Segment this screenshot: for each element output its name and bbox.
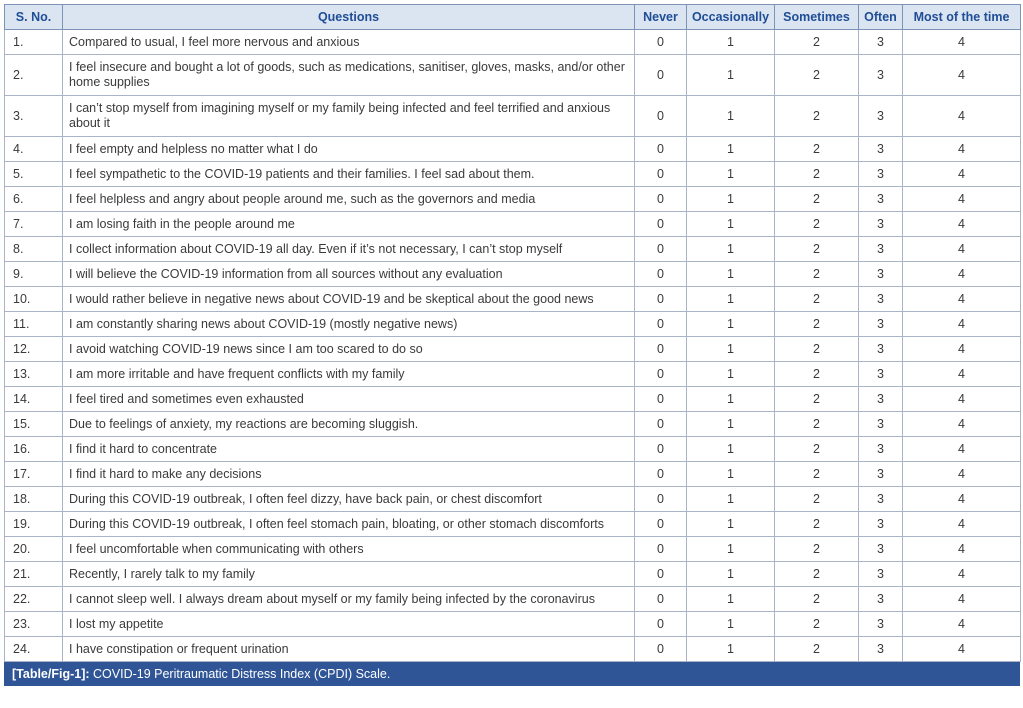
score-often: 3 (859, 55, 903, 96)
score-never: 0 (635, 487, 687, 512)
score-sometimes: 2 (775, 212, 859, 237)
row-number: 15. (5, 412, 63, 437)
row-number: 11. (5, 312, 63, 337)
table-row (5, 287, 1021, 312)
row-number: 6. (5, 187, 63, 212)
score-never: 0 (635, 287, 687, 312)
table-row (5, 462, 1021, 487)
score-never: 0 (635, 637, 687, 662)
score-most-of-the-time: 4 (903, 237, 1021, 262)
score-occasionally: 1 (687, 437, 775, 462)
question-text: I find it hard to concentrate (63, 437, 635, 462)
score-often: 3 (859, 412, 903, 437)
table-row (5, 212, 1021, 237)
score-occasionally: 1 (687, 362, 775, 387)
score-occasionally: 1 (687, 287, 775, 312)
row-number: 8. (5, 237, 63, 262)
score-never: 0 (635, 337, 687, 362)
table-row (5, 487, 1021, 512)
table-row (5, 437, 1021, 462)
table-row (5, 55, 1021, 96)
row-number: 24. (5, 637, 63, 662)
score-occasionally: 1 (687, 612, 775, 637)
table-body (5, 30, 1021, 662)
header-occasionally: Occasionally (687, 5, 775, 30)
score-occasionally: 1 (687, 562, 775, 587)
score-often: 3 (859, 537, 903, 562)
question-text: I feel sympathetic to the COVID-19 patients and their families. I feel sad about them. (63, 162, 635, 187)
score-sometimes: 2 (775, 30, 859, 55)
score-most-of-the-time: 4 (903, 55, 1021, 96)
score-most-of-the-time: 4 (903, 30, 1021, 55)
score-never: 0 (635, 437, 687, 462)
score-never: 0 (635, 612, 687, 637)
score-occasionally: 1 (687, 312, 775, 337)
score-never: 0 (635, 512, 687, 537)
score-never: 0 (635, 137, 687, 162)
score-sometimes: 2 (775, 96, 859, 137)
score-occasionally: 1 (687, 162, 775, 187)
table-row (5, 637, 1021, 662)
question-text: I lost my appetite (63, 612, 635, 637)
row-number: 2. (5, 55, 63, 96)
score-sometimes: 2 (775, 437, 859, 462)
score-most-of-the-time: 4 (903, 137, 1021, 162)
score-never: 0 (635, 362, 687, 387)
question-text: I feel tired and sometimes even exhausted (63, 387, 635, 412)
score-most-of-the-time: 4 (903, 587, 1021, 612)
question-text: I find it hard to make any decisions (63, 462, 635, 487)
question-text: During this COVID-19 outbreak, I often feel stomach pain, bloating, or other stomach discomforts (63, 512, 635, 537)
question-text: During this COVID-19 outbreak, I often feel dizzy, have back pain, or chest discomfort (63, 487, 635, 512)
score-most-of-the-time: 4 (903, 462, 1021, 487)
score-sometimes: 2 (775, 512, 859, 537)
score-often: 3 (859, 462, 903, 487)
score-often: 3 (859, 187, 903, 212)
score-sometimes: 2 (775, 462, 859, 487)
score-most-of-the-time: 4 (903, 387, 1021, 412)
score-sometimes: 2 (775, 55, 859, 96)
table-row (5, 387, 1021, 412)
score-occasionally: 1 (687, 487, 775, 512)
row-number: 1. (5, 30, 63, 55)
row-number: 14. (5, 387, 63, 412)
table-row (5, 96, 1021, 137)
score-occasionally: 1 (687, 237, 775, 262)
row-number: 21. (5, 562, 63, 587)
question-text: I would rather believe in negative news about COVID-19 and be skeptical about the good news (63, 287, 635, 312)
score-never: 0 (635, 30, 687, 55)
score-occasionally: 1 (687, 337, 775, 362)
header-sometimes: Sometimes (775, 5, 859, 30)
score-occasionally: 1 (687, 187, 775, 212)
score-sometimes: 2 (775, 387, 859, 412)
row-number: 9. (5, 262, 63, 287)
score-often: 3 (859, 562, 903, 587)
score-most-of-the-time: 4 (903, 612, 1021, 637)
score-often: 3 (859, 387, 903, 412)
question-text: I am losing faith in the people around me (63, 212, 635, 237)
score-occasionally: 1 (687, 587, 775, 612)
score-sometimes: 2 (775, 187, 859, 212)
question-text: I have constipation or frequent urination (63, 637, 635, 662)
table-row (5, 30, 1021, 55)
score-occasionally: 1 (687, 637, 775, 662)
score-most-of-the-time: 4 (903, 512, 1021, 537)
score-occasionally: 1 (687, 387, 775, 412)
score-sometimes: 2 (775, 587, 859, 612)
score-sometimes: 2 (775, 562, 859, 587)
score-sometimes: 2 (775, 237, 859, 262)
score-often: 3 (859, 30, 903, 55)
score-occasionally: 1 (687, 462, 775, 487)
score-often: 3 (859, 237, 903, 262)
question-text: Recently, I rarely talk to my family (63, 562, 635, 587)
score-occasionally: 1 (687, 512, 775, 537)
score-most-of-the-time: 4 (903, 212, 1021, 237)
score-occasionally: 1 (687, 412, 775, 437)
row-number: 10. (5, 287, 63, 312)
score-never: 0 (635, 262, 687, 287)
score-never: 0 (635, 587, 687, 612)
table-row (5, 137, 1021, 162)
table-row (5, 512, 1021, 537)
question-text: I collect information about COVID-19 all day. Even if it’s not necessary, I can’t stop myself (63, 237, 635, 262)
score-most-of-the-time: 4 (903, 162, 1021, 187)
score-sometimes: 2 (775, 362, 859, 387)
score-sometimes: 2 (775, 537, 859, 562)
row-number: 7. (5, 212, 63, 237)
score-most-of-the-time: 4 (903, 362, 1021, 387)
header-row (5, 5, 1021, 30)
header-questions: Questions (63, 5, 635, 30)
question-text: I am constantly sharing news about COVID-19 (mostly negative news) (63, 312, 635, 337)
score-often: 3 (859, 137, 903, 162)
row-number: 17. (5, 462, 63, 487)
table-row (5, 262, 1021, 287)
score-sometimes: 2 (775, 137, 859, 162)
score-most-of-the-time: 4 (903, 537, 1021, 562)
header-most-of-the-time: Most of the time (903, 5, 1021, 30)
score-occasionally: 1 (687, 137, 775, 162)
score-never: 0 (635, 387, 687, 412)
score-often: 3 (859, 362, 903, 387)
caption-label: [Table/Fig-1]: (12, 667, 90, 681)
table-caption (4, 662, 1020, 686)
table-row (5, 337, 1021, 362)
score-never: 0 (635, 96, 687, 137)
score-most-of-the-time: 4 (903, 637, 1021, 662)
table-row (5, 562, 1021, 587)
score-never: 0 (635, 237, 687, 262)
header-often: Often (859, 5, 903, 30)
score-never: 0 (635, 212, 687, 237)
score-occasionally: 1 (687, 30, 775, 55)
score-most-of-the-time: 4 (903, 287, 1021, 312)
table-row (5, 537, 1021, 562)
score-occasionally: 1 (687, 262, 775, 287)
row-number: 23. (5, 612, 63, 637)
row-number: 4. (5, 137, 63, 162)
score-sometimes: 2 (775, 262, 859, 287)
question-text: I feel uncomfortable when communicating with others (63, 537, 635, 562)
score-often: 3 (859, 587, 903, 612)
row-number: 20. (5, 537, 63, 562)
score-most-of-the-time: 4 (903, 312, 1021, 337)
score-never: 0 (635, 55, 687, 96)
score-often: 3 (859, 262, 903, 287)
score-sometimes: 2 (775, 412, 859, 437)
score-never: 0 (635, 162, 687, 187)
table-row (5, 612, 1021, 637)
table-row (5, 362, 1021, 387)
score-most-of-the-time: 4 (903, 437, 1021, 462)
score-never: 0 (635, 537, 687, 562)
score-never: 0 (635, 562, 687, 587)
row-number: 22. (5, 587, 63, 612)
question-text: I feel empty and helpless no matter what I do (63, 137, 635, 162)
score-often: 3 (859, 437, 903, 462)
score-most-of-the-time: 4 (903, 562, 1021, 587)
row-number: 19. (5, 512, 63, 537)
score-often: 3 (859, 612, 903, 637)
score-occasionally: 1 (687, 55, 775, 96)
score-sometimes: 2 (775, 612, 859, 637)
row-number: 12. (5, 337, 63, 362)
table-row (5, 187, 1021, 212)
score-often: 3 (859, 212, 903, 237)
score-occasionally: 1 (687, 537, 775, 562)
score-often: 3 (859, 312, 903, 337)
score-often: 3 (859, 637, 903, 662)
question-text: I am more irritable and have frequent conflicts with my family (63, 362, 635, 387)
score-sometimes: 2 (775, 287, 859, 312)
score-often: 3 (859, 96, 903, 137)
score-most-of-the-time: 4 (903, 96, 1021, 137)
question-text: Compared to usual, I feel more nervous and anxious (63, 30, 635, 55)
score-most-of-the-time: 4 (903, 187, 1021, 212)
score-often: 3 (859, 337, 903, 362)
score-sometimes: 2 (775, 337, 859, 362)
score-often: 3 (859, 512, 903, 537)
score-never: 0 (635, 412, 687, 437)
score-never: 0 (635, 462, 687, 487)
score-most-of-the-time: 4 (903, 337, 1021, 362)
score-sometimes: 2 (775, 162, 859, 187)
cpdi-table (4, 4, 1021, 662)
question-text: I feel insecure and bought a lot of goods, such as medications, sanitiser, gloves, masks, and/or other home supplies (63, 55, 635, 96)
row-number: 5. (5, 162, 63, 187)
score-often: 3 (859, 162, 903, 187)
score-most-of-the-time: 4 (903, 412, 1021, 437)
table-row (5, 412, 1021, 437)
table-figure (4, 4, 1020, 686)
score-most-of-the-time: 4 (903, 262, 1021, 287)
question-text: Due to feelings of anxiety, my reactions are becoming sluggish. (63, 412, 635, 437)
score-most-of-the-time: 4 (903, 487, 1021, 512)
table-row (5, 162, 1021, 187)
question-text: I can’t stop myself from imagining myself or my family being infected and feel terrified and anxious about it (63, 96, 635, 137)
question-text: I cannot sleep well. I always dream about myself or my family being infected by the coronavirus (63, 587, 635, 612)
row-number: 3. (5, 96, 63, 137)
table-row (5, 312, 1021, 337)
row-number: 16. (5, 437, 63, 462)
score-sometimes: 2 (775, 487, 859, 512)
header-never: Never (635, 5, 687, 30)
score-never: 0 (635, 312, 687, 337)
caption-text: COVID-19 Peritraumatic Distress Index (CPDI) Scale. (89, 667, 391, 681)
score-occasionally: 1 (687, 212, 775, 237)
score-often: 3 (859, 487, 903, 512)
question-text: I will believe the COVID-19 information from all sources without any evaluation (63, 262, 635, 287)
score-occasionally: 1 (687, 96, 775, 137)
question-text: I feel helpless and angry about people around me, such as the governors and media (63, 187, 635, 212)
row-number: 18. (5, 487, 63, 512)
header-sno: S. No. (5, 5, 63, 30)
score-often: 3 (859, 287, 903, 312)
score-sometimes: 2 (775, 637, 859, 662)
score-sometimes: 2 (775, 312, 859, 337)
question-text: I avoid watching COVID-19 news since I am too scared to do so (63, 337, 635, 362)
row-number: 13. (5, 362, 63, 387)
score-never: 0 (635, 187, 687, 212)
table-row (5, 237, 1021, 262)
table-row (5, 587, 1021, 612)
